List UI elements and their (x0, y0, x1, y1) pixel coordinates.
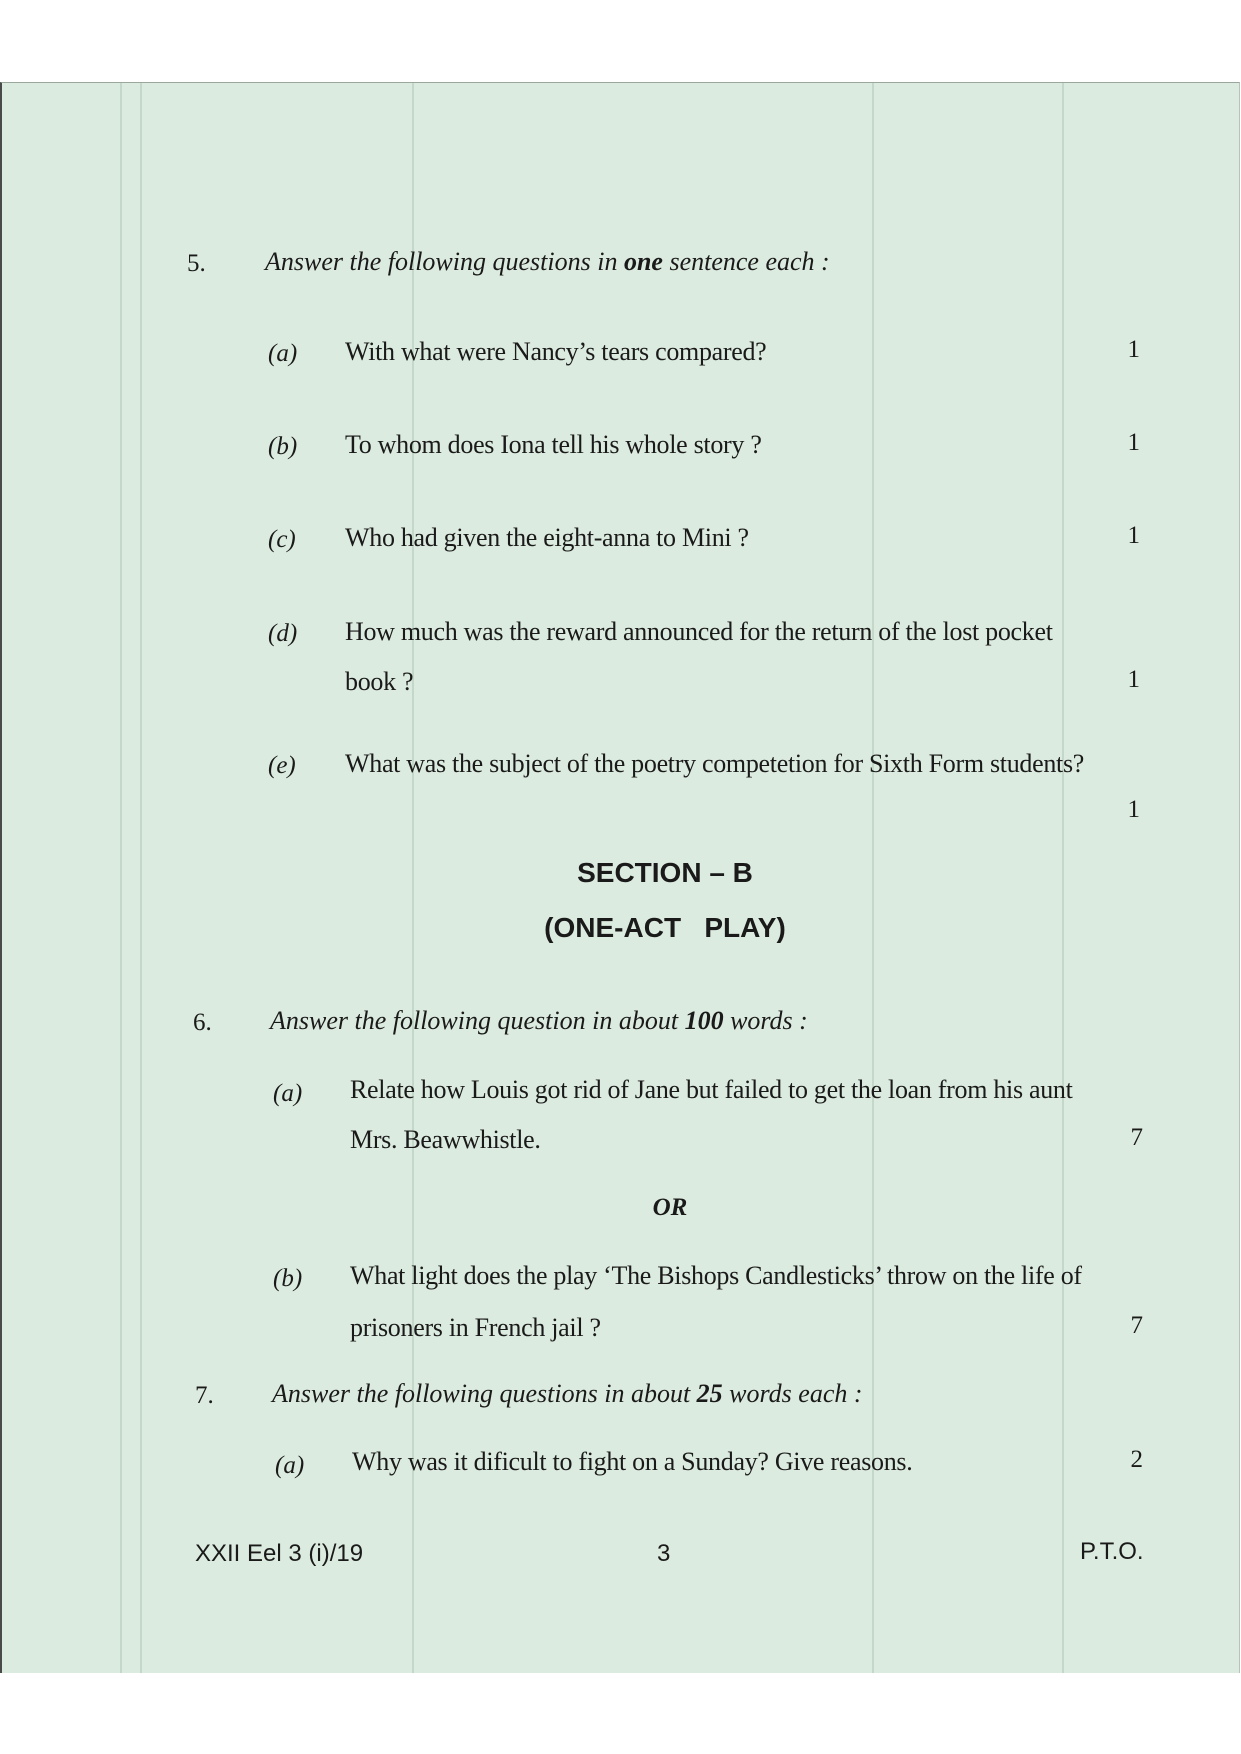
q6a-text-line1: Relate how Louis got rid of Jane but failed to get the loan from his aunt (350, 1075, 1073, 1104)
q6a-text-line2: Mrs. Beawwhistle. (350, 1125, 541, 1154)
q6a-mark: 7 (1130, 1124, 1143, 1151)
q5e-text: What was the subject of the poetry competetion for Sixth Form students? (345, 749, 1085, 778)
q6-instruction: Answer the following question in about 100 words : (270, 1006, 808, 1035)
q5b-label: (b) (268, 433, 298, 460)
section-b-subtitle: (ONE-ACT PLAY) (544, 912, 786, 943)
q5e-label: (e) (268, 752, 296, 779)
section-b-title: SECTION – B (577, 857, 753, 888)
page-number: 3 (657, 1540, 671, 1567)
q6b-text-line2: prisoners in French jail ? (350, 1313, 601, 1342)
pto-label: P.T.O. (1080, 1538, 1144, 1565)
q6b-text-line1: What light does the play ‘The Bishops Candlesticks’ throw on the life of (350, 1261, 1082, 1290)
q5a-text: With what were Nancy’s tears compared? (345, 337, 767, 366)
q5c-mark: 1 (1127, 522, 1140, 549)
q7a-text: Why was it dificult to fight on a Sunday? Give reasons. (352, 1447, 913, 1476)
q5c-text: Who had given the eight-anna to Mini ? (345, 523, 749, 552)
q5e-mark: 1 (1127, 796, 1140, 823)
q5d-text-line2: book ? (345, 667, 414, 696)
q7a-mark: 2 (1130, 1446, 1143, 1473)
q5-instruction: Answer the following questions in one sentence each : (265, 247, 830, 276)
q5c-label: (c) (268, 526, 296, 553)
q6b-label: (b) (273, 1265, 303, 1292)
q5b-text: To whom does Iona tell his whole story ? (345, 430, 762, 459)
q6a-label: (a) (273, 1080, 303, 1107)
q6-or: OR (652, 1194, 688, 1221)
q5b-mark: 1 (1127, 429, 1140, 456)
paper-code: XXII Eel 3 (i)/19 (195, 1540, 364, 1567)
q5d-mark: 1 (1127, 666, 1140, 693)
q7a-label: (a) (275, 1452, 305, 1479)
q6-number: 6. (193, 1009, 212, 1036)
q5a-label: (a) (268, 340, 298, 367)
q5a-mark: 1 (1127, 336, 1140, 363)
q5d-text-line1: How much was the reward announced for the return of the lost pocket (345, 617, 1053, 646)
q5d-label: (d) (268, 620, 298, 647)
q5-number: 5. (187, 250, 206, 277)
q7-number: 7. (195, 1382, 214, 1409)
q6b-mark: 7 (1130, 1312, 1143, 1339)
q7-instruction: Answer the following questions in about 25 words each : (272, 1379, 863, 1408)
